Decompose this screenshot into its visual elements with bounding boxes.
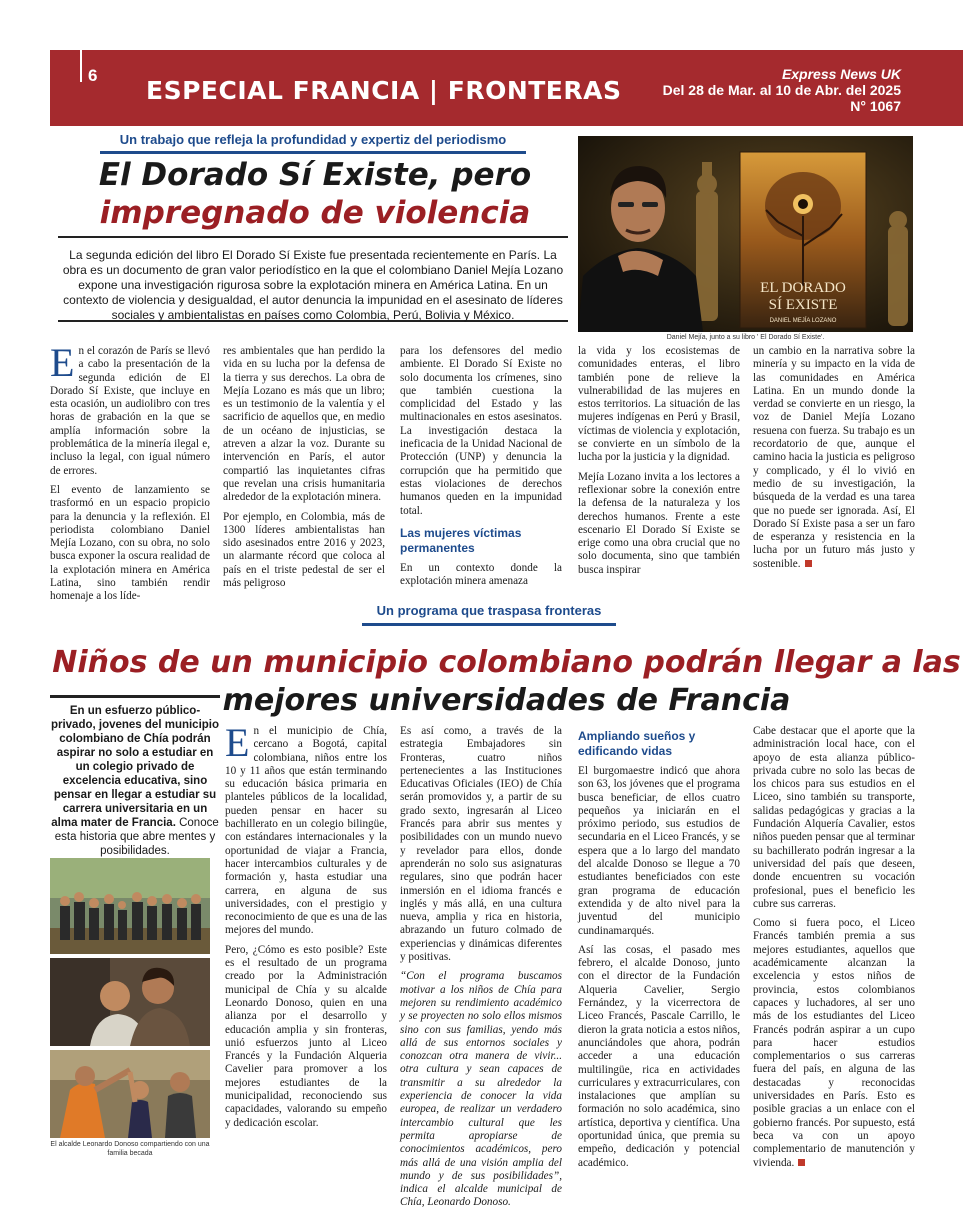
article2-headline-line1: Niños de un municipio colombiano podrán llegar a las: [52, 645, 961, 680]
article1-column-1: [50, 340, 210, 605]
high-five-photo: [50, 1050, 210, 1138]
page-number: 6: [88, 66, 98, 85]
article1-col4-p2: Mejía Lozano invita a los lectores a reflexionar sobre la conexión entre la defensa de la naturaleza y los derechos humanos. Frente a este escenario El Dorado Sí Existe se erige como una obra crucial que no solo documenta, sino que también busca inspirar: [578, 470, 740, 576]
article2-subhead: Ampliando sueños y edificando vidas: [578, 729, 696, 758]
article2-sidebar: [50, 695, 220, 857]
section-title: ESPECIAL FRANCIA | FRONTERAS: [146, 76, 622, 105]
article1-subhead: Las mujeres víctimas permanentes: [400, 525, 522, 555]
article1-col2-p1: res ambientales que han perdido la vida en su lucha por la defensa de la tierra y sus derechos. La obra de Mejía Lozano es más que un libro; es un testimonio de la valentía y el sacrificio de aquellos que, en medio de un océano de injusticias, se atreven a alzar la voz. Durante su intervención en París, el autor compartió las inquietantes cifras que revelan una crisis humanitaria alrededor de la explotación minera.: [223, 345, 385, 504]
article2-column-3: [578, 725, 740, 1169]
end-mark-icon: [798, 1159, 805, 1166]
publication-name: Express News UK: [781, 66, 901, 82]
author-with-book-illustration: [578, 136, 913, 332]
article2-photo-caption: El alcalde Leonardo Donoso compartiendo con una familia becada: [50, 1141, 210, 1157]
issue-dates: Del 28 de Mar. al 10 de Abr. del 2025: [662, 82, 901, 98]
article2-col3-p1: El burgomaestre indicó que ahora son 63, los jóvenes que el programa busca beneficiar, de ellos cuatro pequeños ya iniciarán en el próximo periodo, sus estudios de secundaria en el Liceo Francés, y se espera que a lo largo del mandato del alcalde Donoso se llegue a 70 estudiantes beneficiados con este gran programa de educación extendida y de alto nivel para la juventud del municipio cundinamarqués.: [578, 765, 740, 937]
article2-col1-p1: n el municipio de Chía, cercano a Bogotá, capital colombiana, niños entre los 10 y 11 años que están terminando su educación básica primaria en planteles públicos de la localidad, pueden pensar en hacer su bachillerato en un colegio bilingüe, con estándares internacionales y la oportunidad de viajar a Francia, hacer intercambios culturales y de formación y, hasta estudiar una carrera, en alguna de sus universidades, con el prestigio y reconocimiento de que es una de las mejores del mundo.: [225, 725, 387, 937]
article1-column-3: [400, 345, 562, 605]
article2-column-2: [400, 725, 562, 1209]
article1-col4-p1: la vida y los ecosistemas de comunidades enteras, el libro también pone de relieve la vulnerabilidad de las mujeres en estos territorios. La situación de las mujeres indígenas en Perú y Brasil, víctimas de violencia y explotación, se convierte en un símbolo de la lucha por la justicia y la dignidad.: [578, 345, 740, 464]
group-photo: [50, 858, 210, 954]
article1-kicker: Un trabajo que refleja la profundidad y expertiz del periodismo: [119, 132, 507, 147]
book-cover: [740, 152, 866, 328]
article1-col1-p1: n el corazón de París se llevó a cabo la presentación de la segunda edición de El Dorado Sí Existe, que incluye en esta ocasión, un audiolibro con tres horas de grabación en la que se amplía información sobre la problemática de la minería ilegal e, incluso la legal, con igual número de errores.: [50, 345, 210, 477]
issue-number: N° 1067: [850, 98, 901, 114]
article2-kicker-rule: [362, 623, 616, 626]
article1-headline-line1: El Dorado Sí Existe, pero: [98, 157, 532, 193]
article1-kicker-rule: [100, 151, 526, 154]
article2-dropcap: E: [225, 720, 250, 765]
svg-text:DANIEL MEJÍA LOZANO: DANIEL MEJÍA LOZANO: [769, 318, 837, 324]
article1-headline: [60, 156, 570, 232]
article2-column-4: [753, 725, 915, 1169]
article1-dropcap: E: [50, 340, 75, 385]
article1-col3-p1: para los defensores del medio ambiente. El Dorado Sí Existe no solo documenta los crímenes, sino que también cuestiona la complicidad del Estado y las multinacionales en estos asesinatos. La investigación destaca la ineficacia de la Unidad Nacional de Protección (UNP) y denuncia la corrupción que ha permitido que estas violaciones de derechos humanos queden en la impunidad total.: [400, 345, 562, 517]
article1-col3-p2: En un contexto donde la explotación minera amenaza: [400, 561, 562, 588]
article1-col5-p1: un cambio en la narrativa sobre la minería y su impacto en la vida de las comunidades en América Latina. En un mundo donde la verdad se convierte en un riesgo, la voz de Daniel Mejía Lozano resuena con fuerza. Su trabajo es un recordatorio de que, aunque el camino hacia la justicia es peligroso y complicado, y él lo vivió en medio de su investigación, la búsqueda de la verdad es una tarea que no puede ser ignorada. Así, El Dorado Sí Existe pasa a ser un faro de esperanza y resistencia en la lucha por un futuro más justo y sostenible.: [753, 345, 915, 570]
article2-col2-p2: “Con el programa buscamos motivar a los niños de Chía para mejoren su rendimiento académico y se proyecten no solo ellos mismos sino con sus familias, yendo más allá de sus entornos sociales y conozcan otra manera de vivir... otra cultura y sean capaces de transmitir a su alrededor la experiencia de conocer la vida europea, de realizar un verdadero intercambio cultural que les permita apropiarse de conocimientos académicos, pero más allá de una visión amplia del mundo y de sus posibilidades”, indica el alcalde municipal de Chía, Leonardo Donoso.: [400, 970, 562, 1209]
article1-headline-line2: impregnado de violencia: [99, 195, 531, 231]
header-bar: [50, 50, 963, 126]
article2-column-1: [225, 720, 387, 1155]
article1-lead: La segunda edición del libro El Dorado Sí Existe fue presentada recientemente en París. La obra es un documento de gran valor periodístico en la que el colombiano Daniel Mejía Lozano expone una investigación rigurosa sobre la explotación minera en América Latina. En un contexto de violencia y desigualdad, el autor denuncia la impunidad en el asesinato de líderes sociales y ambientalistas en países como Colombia, Perú, Bolivia y México.: [58, 236, 568, 322]
article1-col1-p2: El evento de lanzamiento se trasformó en un espacio propicio para la denuncia y la reflexión. El periodista colombiano Daniel Mejía Lozano, con su obra, no solo busca exponer la oscura realidad de la explotación minera en América Latina, sino también rendir homenaje a los líde-: [50, 483, 210, 603]
end-mark-icon: [805, 560, 812, 567]
article1-column-2: [223, 345, 385, 605]
mayor-child-photo: [50, 958, 210, 1046]
article2-col4-p2: Como si fuera poco, el Liceo Francés también premia a sus mejores estudiantes, aquellos que académicamente alcanzan la excelencia y estos niños de provincia, estos colombianos capaces y luchadores, al ser uno más de los estudiantes del Liceo Francés podrán aspirar a un cupo para hacer estudios complementarios o sus carreras fuera del país, en alguna de las destacadas y reconocidas universidades en París. Esto es posible gracias a un enlace con el gobierno francés. Por supuesto, está beca va con un apoyo complementario de manutención y vivienda.: [753, 917, 915, 1169]
article2-kicker: Un programa que traspasa fronteras: [376, 603, 602, 618]
article2-col4-p1: Cabe destacar que el aporte que la administración local hace, con el apoyo de esta alianza público-privada cubre no solo las becas de los chicos para sus estudios en el Liceo, sino también su transporte, salidas pedagógicas y gracias a la Fundación Alquería Cavalier, estos niños pueden pensar que al terminar su bachillerato podrán ingresar a la universidad del país que deseen, donde encuentren su vocación profesional, pues el beneficio les cubre sus carreras.: [753, 725, 915, 910]
article2-sidebar-bold: En un esfuerzo público-privado, jovenes del municipio colombiano de Chía podrán aspirar no solo a estudiar en un colegio privado de excelencia educativa, sino pensar en llegar a estudiar su carrera universitaria en un alma mater de Francia.: [50, 705, 220, 829]
article2-col1-p2: Pero, ¿Cómo es esto posible? Este es el resultado de un programa creado por la Administración municipal de Chía y su alcalde Leonardo Donoso, quien en una alianza por el desarrollo y educación amplia y sin fronteras, unió esfuerzos junto al Liceo Francés y la Fundación Alqueria Cavelier para promover a los mejores estudiantes de la municipalidad, reconociendo sus capacidades, valorando su empeño y dedicación escolar.: [225, 943, 387, 1129]
article2-col2-p1: Es así como, a través de la estrategia Embajadores sin Fronteras, cuatro niños pertenecientes a las Instituciones Educativas Oficiales (IEO) de Chía serán promovidos y, a partir de su grado sexto, ingresarán al Liceo Francés para abrir sus mentes y posibilidades con un mundo nuevo y revelador para ellos, donde aprenderán no solo sus asignaturas regulares, sino que podrán hacer inmersión en el idioma francés e inglés y más allá, en una cultura nueva, amplia y rica en historia, abrazando un futuro colmado de experiencias y dinámicas diferentes y positivas.: [400, 725, 562, 964]
svg-text:SÍ EXISTE: SÍ EXISTE: [768, 297, 838, 313]
article2-headline-line2: mejores universidades de Francia: [222, 683, 791, 718]
svg-text:EL DORADO: EL DORADO: [760, 280, 846, 296]
author-photo-caption: Daniel Mejía, junto a su libro ' El Dorado Sí Existe'.: [666, 334, 825, 341]
page-number-divider: [80, 50, 82, 82]
issue-info: [663, 66, 901, 114]
article1-col2-p2: Por ejemplo, en Colombia, más de 1300 líderes ambientalistas han sido asesinados entre 2016 y 2023, un alarmante récord que coloca al país en el triste pedestal de ser el más peligroso: [223, 510, 385, 590]
article1-column-5: [753, 345, 915, 605]
article2-sidebar-regular: Conoce esta historia que abre mentes y posibilidades.: [54, 817, 219, 857]
article1-column-4: [578, 345, 740, 605]
author-photo: [578, 136, 913, 332]
article2-col3-p2: Así las cosas, el pasado mes febrero, el alcalde Donoso, junto con el director de la Fundación Alqueria Cavelier, Sergio Fernández, y la vicerrectora de Liceo Francés, Pascale Carrillo, le dieron la grata noticia a estos niños, anunciándoles que ahora, podrán acceder a una educación multilingüe, rica en actividades curriculares y extracurriculares, con instalaciones que amplían su formación no solo académica, sino artística, deportiva y científica. Una oportunidad única, que premia su empeño, dedicación y potencial académico.: [578, 943, 740, 1169]
